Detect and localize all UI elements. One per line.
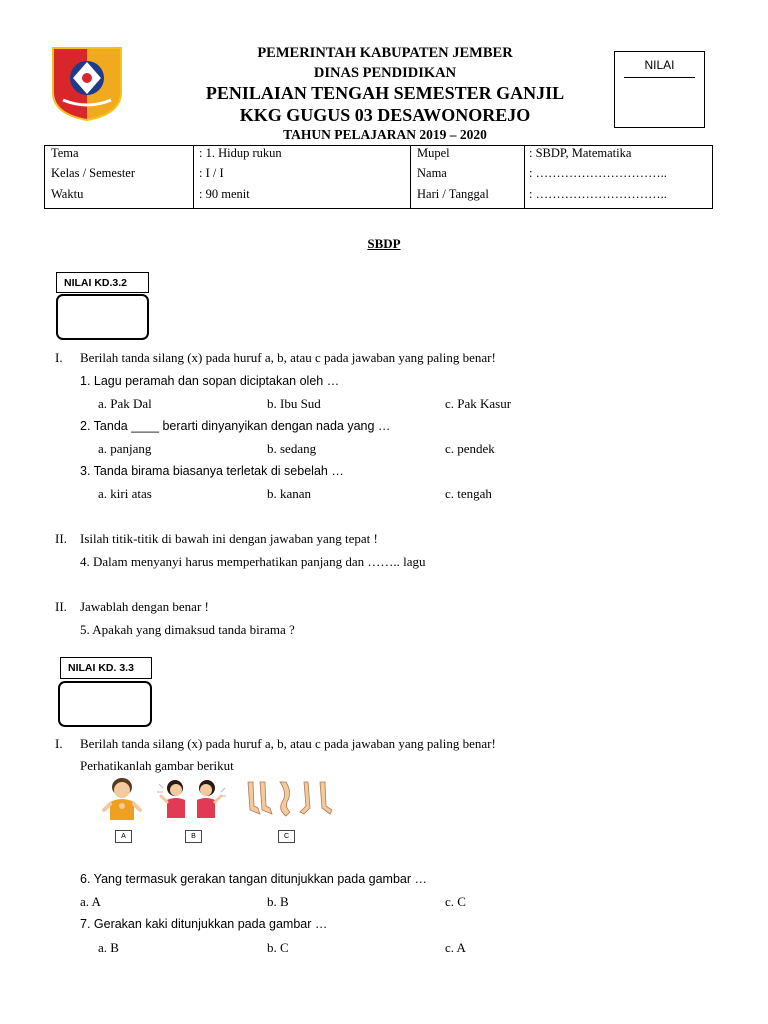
info-table [44, 145, 713, 209]
question-3: 3. Tanda birama biasanya terletak di sebelah … [80, 464, 344, 478]
waktu-value: : 90 menit [199, 187, 250, 201]
part1-instruction: Berilah tanda silang (x) pada huruf a, b, atau c pada jawaban yang paling benar! [80, 350, 496, 365]
figure-label-b: B [185, 830, 202, 843]
part3-instruction: Jawablah dengan benar ! [80, 599, 209, 614]
part4-instruction: Berilah tanda silang (x) pada huruf a, b, atau c pada jawaban yang paling benar! [80, 736, 496, 751]
q3-option-c: c. tengah [445, 486, 492, 501]
question-4: 4. Dalam menyanyi harus memperhatikan panjang dan …….. lagu [80, 554, 426, 569]
hari-label: Hari / Tanggal [417, 187, 489, 201]
header-line-5: TAHUN PELAJARAN 2019 – 2020 [283, 127, 487, 142]
part2-instruction: Isilah titik-titik di bawah ini dengan jawaban yang tepat ! [80, 531, 378, 546]
q7-option-a: a. B [98, 940, 119, 955]
kelas-value: : I / I [199, 166, 224, 180]
q7-option-b: b. C [267, 940, 289, 955]
figure-intro: Perhatikanlah gambar berikut [80, 758, 234, 773]
question-2: 2. Tanda ____ berarti dinyanyikan dengan nada yang … [80, 419, 391, 433]
question-7: 7. Gerakan kaki ditunjukkan pada gambar … [80, 917, 328, 931]
figure-label-c: C [278, 830, 295, 843]
part1-number: I. [55, 350, 63, 365]
part3-number: II. [55, 599, 67, 614]
q2-option-a: a. panjang [98, 441, 152, 456]
section-title: SBDP [367, 236, 401, 251]
q7-option-c: c. A [445, 940, 466, 955]
q3-option-a: a. kiri atas [98, 486, 152, 501]
info-divider [524, 146, 525, 208]
header-line-2: DINAS PENDIDIKAN [313, 65, 457, 81]
kd2-label: NILAI KD. 3.3 [60, 657, 152, 679]
q2-option-c: c. pendek [445, 441, 495, 456]
kd1-score-box [56, 294, 149, 340]
kd2-score-box [58, 681, 152, 727]
child-clapping-icon [100, 776, 144, 824]
q1-option-b: b. Ibu Sud [267, 396, 321, 411]
kd1-label: NILAI KD.3.2 [56, 272, 149, 293]
question-6: 6. Yang termasuk gerakan tangan ditunjukkan pada gambar … [80, 872, 427, 886]
part2-number: II. [55, 531, 67, 546]
feet-icon [240, 780, 334, 820]
mupel-value: : SBDP, Matematika [529, 146, 632, 160]
header-line-4: KKG GUGUS 03 DESAWONOREJO [239, 105, 531, 125]
waktu-label: Waktu [51, 187, 84, 201]
tema-value: : 1. Hidup rukun [199, 146, 282, 160]
nilai-label: NILAI [644, 58, 675, 72]
mupel-label: Mupel [417, 146, 450, 160]
figure-label-a: A [115, 830, 132, 843]
q3-option-b: b. kanan [267, 486, 312, 501]
girl-gesture-icon [155, 776, 227, 824]
jember-logo-icon [49, 44, 125, 122]
q2-option-b: b. sedang [267, 441, 317, 456]
info-divider [410, 146, 411, 208]
nilai-score-box [614, 51, 705, 128]
q6-option-b: b. B [267, 894, 289, 909]
kelas-label: Kelas / Semester [51, 166, 136, 180]
question-5: 5. Apakah yang dimaksud tanda birama ? [80, 622, 295, 637]
part4-number: I. [55, 736, 63, 751]
hari-value: : ………………………….. [529, 187, 667, 201]
tema-label: Tema [51, 146, 79, 160]
nama-value: : ………………………….. [529, 166, 667, 180]
nama-label: Nama [417, 166, 447, 180]
nilai-divider [624, 77, 695, 78]
header-line-1: PEMERINTAH KABUPATEN JEMBER [257, 45, 513, 61]
info-divider [193, 146, 194, 208]
q1-option-a: a. Pak Dal [98, 396, 152, 411]
header-line-3: PENILAIAN TENGAH SEMESTER GANJIL [205, 83, 565, 103]
q6-option-a: a. A [80, 894, 101, 909]
q1-option-c: c. Pak Kasur [445, 396, 512, 411]
q6-option-c: c. C [445, 894, 466, 909]
question-1: 1. Lagu peramah dan sopan diciptakan oleh … [80, 374, 340, 388]
